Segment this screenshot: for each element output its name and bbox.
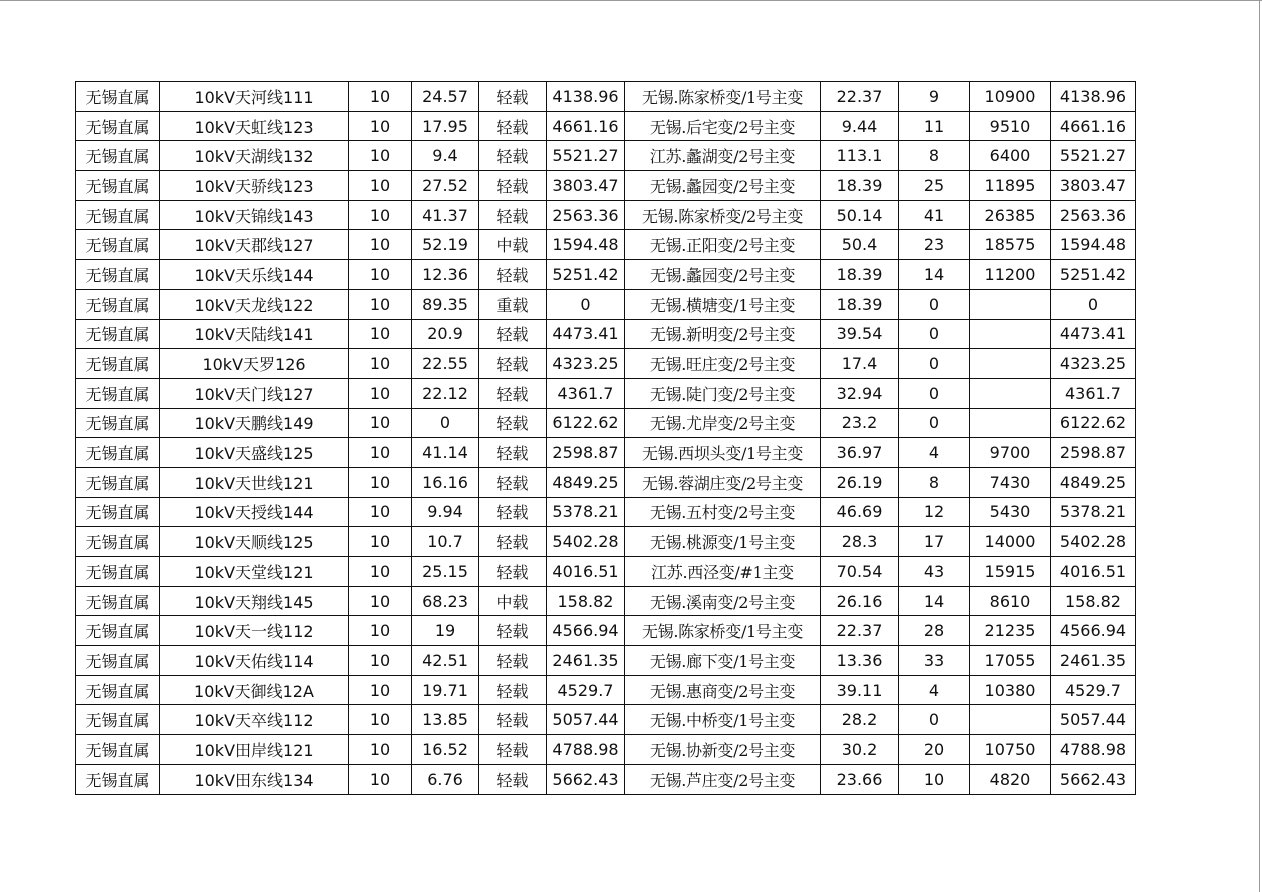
available-capacity-cell: 4566.94	[547, 616, 625, 646]
transformer-load-cell: 18.39	[821, 260, 899, 290]
user-count-cell: 0	[899, 349, 970, 379]
transformer-load-cell: 23.2	[821, 408, 899, 438]
company-cell: 无锡直属	[76, 467, 160, 497]
substation-transformer-cell: 无锡.新明变/2号主变	[625, 319, 821, 349]
available-capacity-cell: 5402.28	[547, 527, 625, 557]
voltage-cell: 10	[349, 586, 412, 616]
user-count-cell: 0	[899, 408, 970, 438]
company-cell: 无锡直属	[76, 616, 160, 646]
line-name-cell: 10kV天郡线127	[160, 230, 349, 260]
load-rate-cell: 13.85	[412, 705, 479, 735]
table-row	[76, 527, 1136, 557]
load-rate-cell: 42.51	[412, 646, 479, 676]
load-rate-cell: 68.23	[412, 586, 479, 616]
substation-transformer-cell: 无锡.旺庄变/2号主变	[625, 349, 821, 379]
substation-transformer-cell: 无锡.中桥变/1号主变	[625, 705, 821, 735]
transformer-load-cell: 26.19	[821, 467, 899, 497]
table-row	[76, 289, 1136, 319]
user-count-cell: 9	[899, 82, 970, 112]
company-cell: 无锡直属	[76, 82, 160, 112]
company-cell: 无锡直属	[76, 289, 160, 319]
load-rate-cell: 25.15	[412, 557, 479, 587]
line-name-cell: 10kV天龙线122	[160, 289, 349, 319]
voltage-cell: 10	[349, 646, 412, 676]
substation-transformer-cell: 无锡.芦庄变/2号主变	[625, 764, 821, 794]
load-rate-cell: 16.52	[412, 735, 479, 765]
transformer-load-cell: 18.39	[821, 289, 899, 319]
user-count-cell: 17	[899, 527, 970, 557]
company-cell: 无锡直属	[76, 438, 160, 468]
voltage-cell: 10	[349, 764, 412, 794]
remaining-capacity-cell: 2563.36	[1051, 200, 1136, 230]
line-name-cell: 10kV天河线111	[160, 82, 349, 112]
user-count-cell: 0	[899, 319, 970, 349]
voltage-cell: 10	[349, 260, 412, 290]
line-name-cell: 10kV天鹏线149	[160, 408, 349, 438]
load-status-cell: 轻载	[479, 497, 547, 527]
installed-capacity-cell: 6400	[970, 141, 1051, 171]
available-capacity-cell: 5662.43	[547, 764, 625, 794]
company-cell: 无锡直属	[76, 230, 160, 260]
load-rate-cell: 0	[412, 408, 479, 438]
load-rate-cell: 20.9	[412, 319, 479, 349]
voltage-cell: 10	[349, 289, 412, 319]
line-name-cell: 10kV天一线112	[160, 616, 349, 646]
table-row	[76, 735, 1136, 765]
voltage-cell: 10	[349, 408, 412, 438]
company-cell: 无锡直属	[76, 408, 160, 438]
company-cell: 无锡直属	[76, 200, 160, 230]
user-count-cell: 41	[899, 200, 970, 230]
table-row	[76, 200, 1136, 230]
remaining-capacity-cell: 1594.48	[1051, 230, 1136, 260]
table-row	[76, 675, 1136, 705]
installed-capacity-cell: 10380	[970, 675, 1051, 705]
load-rate-cell: 12.36	[412, 260, 479, 290]
voltage-cell: 10	[349, 378, 412, 408]
transformer-load-cell: 113.1	[821, 141, 899, 171]
voltage-cell: 10	[349, 616, 412, 646]
remaining-capacity-cell: 3803.47	[1051, 171, 1136, 201]
table-row	[76, 586, 1136, 616]
voltage-cell: 10	[349, 467, 412, 497]
remaining-capacity-cell: 0	[1051, 289, 1136, 319]
remaining-capacity-cell: 5521.27	[1051, 141, 1136, 171]
table-row	[76, 408, 1136, 438]
user-count-cell: 8	[899, 141, 970, 171]
load-status-cell: 轻载	[479, 735, 547, 765]
user-count-cell: 0	[899, 378, 970, 408]
load-rate-cell: 41.14	[412, 438, 479, 468]
line-name-cell: 10kV天乐线144	[160, 260, 349, 290]
table-row	[76, 141, 1136, 171]
line-name-cell: 10kV天陆线141	[160, 319, 349, 349]
feeder-load-table	[75, 81, 1136, 795]
load-status-cell: 轻载	[479, 200, 547, 230]
remaining-capacity-cell: 4361.7	[1051, 378, 1136, 408]
remaining-capacity-cell: 4016.51	[1051, 557, 1136, 587]
load-status-cell: 轻载	[479, 438, 547, 468]
remaining-capacity-cell: 5662.43	[1051, 764, 1136, 794]
voltage-cell: 10	[349, 319, 412, 349]
remaining-capacity-cell: 2461.35	[1051, 646, 1136, 676]
remaining-capacity-cell: 5402.28	[1051, 527, 1136, 557]
available-capacity-cell: 5521.27	[547, 141, 625, 171]
available-capacity-cell: 6122.62	[547, 408, 625, 438]
transformer-load-cell: 18.39	[821, 171, 899, 201]
load-status-cell: 轻载	[479, 675, 547, 705]
company-cell: 无锡直属	[76, 675, 160, 705]
available-capacity-cell: 2563.36	[547, 200, 625, 230]
load-status-cell: 轻载	[479, 378, 547, 408]
line-name-cell: 10kV天门线127	[160, 378, 349, 408]
available-capacity-cell: 5378.21	[547, 497, 625, 527]
load-status-cell: 轻载	[479, 616, 547, 646]
available-capacity-cell: 3803.47	[547, 171, 625, 201]
substation-transformer-cell: 无锡.桃源变/1号主变	[625, 527, 821, 557]
available-capacity-cell: 1594.48	[547, 230, 625, 260]
transformer-load-cell: 22.37	[821, 82, 899, 112]
company-cell: 无锡直属	[76, 260, 160, 290]
available-capacity-cell: 5251.42	[547, 260, 625, 290]
substation-transformer-cell: 无锡.陈家桥变/1号主变	[625, 82, 821, 112]
table-row	[76, 349, 1136, 379]
installed-capacity-cell	[970, 378, 1051, 408]
installed-capacity-cell: 26385	[970, 200, 1051, 230]
installed-capacity-cell: 5430	[970, 497, 1051, 527]
table-row	[76, 319, 1136, 349]
substation-transformer-cell: 无锡.廊下变/1号主变	[625, 646, 821, 676]
load-status-cell: 轻载	[479, 408, 547, 438]
remaining-capacity-cell: 4529.7	[1051, 675, 1136, 705]
line-name-cell: 10kV田东线134	[160, 764, 349, 794]
load-rate-cell: 10.7	[412, 527, 479, 557]
available-capacity-cell: 4529.7	[547, 675, 625, 705]
load-status-cell: 轻载	[479, 111, 547, 141]
voltage-cell: 10	[349, 141, 412, 171]
user-count-cell: 0	[899, 705, 970, 735]
installed-capacity-cell	[970, 289, 1051, 319]
load-rate-cell: 9.94	[412, 497, 479, 527]
transformer-load-cell: 39.54	[821, 319, 899, 349]
transformer-load-cell: 50.14	[821, 200, 899, 230]
voltage-cell: 10	[349, 527, 412, 557]
load-rate-cell: 22.55	[412, 349, 479, 379]
substation-transformer-cell: 无锡.蓉湖庄变/2号主变	[625, 467, 821, 497]
line-name-cell: 10kV天虹线123	[160, 111, 349, 141]
substation-transformer-cell: 无锡.溪南变/2号主变	[625, 586, 821, 616]
substation-transformer-cell: 无锡.惠商变/2号主变	[625, 675, 821, 705]
substation-transformer-cell: 无锡.尤岸变/2号主变	[625, 408, 821, 438]
installed-capacity-cell: 11200	[970, 260, 1051, 290]
load-status-cell: 轻载	[479, 467, 547, 497]
installed-capacity-cell: 10750	[970, 735, 1051, 765]
load-status-cell: 轻载	[479, 171, 547, 201]
installed-capacity-cell	[970, 408, 1051, 438]
table-row	[76, 616, 1136, 646]
load-rate-cell: 27.52	[412, 171, 479, 201]
load-status-cell: 轻载	[479, 705, 547, 735]
voltage-cell: 10	[349, 230, 412, 260]
available-capacity-cell: 158.82	[547, 586, 625, 616]
remaining-capacity-cell: 2598.87	[1051, 438, 1136, 468]
remaining-capacity-cell: 4473.41	[1051, 319, 1136, 349]
installed-capacity-cell: 21235	[970, 616, 1051, 646]
transformer-load-cell: 13.36	[821, 646, 899, 676]
user-count-cell: 23	[899, 230, 970, 260]
installed-capacity-cell: 15915	[970, 557, 1051, 587]
load-status-cell: 轻载	[479, 82, 547, 112]
load-status-cell: 中载	[479, 586, 547, 616]
substation-transformer-cell: 无锡.西坝头变/1号主变	[625, 438, 821, 468]
substation-transformer-cell: 无锡.协新变/2号主变	[625, 735, 821, 765]
company-cell: 无锡直属	[76, 497, 160, 527]
user-count-cell: 33	[899, 646, 970, 676]
line-name-cell: 10kV天卒线112	[160, 705, 349, 735]
remaining-capacity-cell: 6122.62	[1051, 408, 1136, 438]
page-right-border	[1259, 0, 1260, 892]
table-row	[76, 111, 1136, 141]
load-rate-cell: 19	[412, 616, 479, 646]
available-capacity-cell: 2598.87	[547, 438, 625, 468]
company-cell: 无锡直属	[76, 141, 160, 171]
table-row	[76, 764, 1136, 794]
installed-capacity-cell: 14000	[970, 527, 1051, 557]
company-cell: 无锡直属	[76, 349, 160, 379]
load-status-cell: 轻载	[479, 557, 547, 587]
line-name-cell: 10kV天御线12A	[160, 675, 349, 705]
table-row	[76, 557, 1136, 587]
transformer-load-cell: 50.4	[821, 230, 899, 260]
substation-transformer-cell: 无锡.陈家桥变/2号主变	[625, 200, 821, 230]
remaining-capacity-cell: 4138.96	[1051, 82, 1136, 112]
load-status-cell: 轻载	[479, 260, 547, 290]
installed-capacity-cell: 10900	[970, 82, 1051, 112]
transformer-load-cell: 28.3	[821, 527, 899, 557]
remaining-capacity-cell: 4788.98	[1051, 735, 1136, 765]
company-cell: 无锡直属	[76, 111, 160, 141]
installed-capacity-cell: 9700	[970, 438, 1051, 468]
installed-capacity-cell: 4820	[970, 764, 1051, 794]
table-row	[76, 438, 1136, 468]
transformer-load-cell: 46.69	[821, 497, 899, 527]
remaining-capacity-cell: 4566.94	[1051, 616, 1136, 646]
user-count-cell: 8	[899, 467, 970, 497]
load-rate-cell: 9.4	[412, 141, 479, 171]
remaining-capacity-cell: 5057.44	[1051, 705, 1136, 735]
substation-transformer-cell: 无锡.正阳变/2号主变	[625, 230, 821, 260]
company-cell: 无锡直属	[76, 171, 160, 201]
transformer-load-cell: 30.2	[821, 735, 899, 765]
substation-transformer-cell: 无锡.横塘变/1号主变	[625, 289, 821, 319]
voltage-cell: 10	[349, 735, 412, 765]
table-row	[76, 230, 1136, 260]
available-capacity-cell: 4473.41	[547, 319, 625, 349]
remaining-capacity-cell: 5378.21	[1051, 497, 1136, 527]
transformer-load-cell: 23.66	[821, 764, 899, 794]
available-capacity-cell: 4016.51	[547, 557, 625, 587]
table-row	[76, 646, 1136, 676]
transformer-load-cell: 32.94	[821, 378, 899, 408]
load-status-cell: 轻载	[479, 349, 547, 379]
transformer-load-cell: 70.54	[821, 557, 899, 587]
table-row	[76, 497, 1136, 527]
load-status-cell: 轻载	[479, 764, 547, 794]
substation-transformer-cell: 无锡.蠡园变/2号主变	[625, 260, 821, 290]
user-count-cell: 11	[899, 111, 970, 141]
substation-transformer-cell: 无锡.陡门变/2号主变	[625, 378, 821, 408]
transformer-load-cell: 9.44	[821, 111, 899, 141]
substation-transformer-cell: 无锡.蠡园变/2号主变	[625, 171, 821, 201]
line-name-cell: 10kV天骄线123	[160, 171, 349, 201]
voltage-cell: 10	[349, 171, 412, 201]
voltage-cell: 10	[349, 111, 412, 141]
voltage-cell: 10	[349, 438, 412, 468]
company-cell: 无锡直属	[76, 557, 160, 587]
load-status-cell: 轻载	[479, 527, 547, 557]
line-name-cell: 10kV天湖线132	[160, 141, 349, 171]
user-count-cell: 4	[899, 675, 970, 705]
table-row	[76, 82, 1136, 112]
load-status-cell: 轻载	[479, 646, 547, 676]
voltage-cell: 10	[349, 705, 412, 735]
transformer-load-cell: 39.11	[821, 675, 899, 705]
line-name-cell: 10kV天顺线125	[160, 527, 349, 557]
available-capacity-cell: 4323.25	[547, 349, 625, 379]
available-capacity-cell: 5057.44	[547, 705, 625, 735]
company-cell: 无锡直属	[76, 705, 160, 735]
company-cell: 无锡直属	[76, 319, 160, 349]
user-count-cell: 43	[899, 557, 970, 587]
line-name-cell: 10kV天世线121	[160, 467, 349, 497]
table-row	[76, 467, 1136, 497]
voltage-cell: 10	[349, 557, 412, 587]
load-status-cell: 重载	[479, 289, 547, 319]
available-capacity-cell: 4788.98	[547, 735, 625, 765]
line-name-cell: 10kV天锦线143	[160, 200, 349, 230]
table-row	[76, 171, 1136, 201]
available-capacity-cell: 4849.25	[547, 467, 625, 497]
available-capacity-cell: 4361.7	[547, 378, 625, 408]
remaining-capacity-cell: 4323.25	[1051, 349, 1136, 379]
available-capacity-cell: 4661.16	[547, 111, 625, 141]
load-rate-cell: 52.19	[412, 230, 479, 260]
transformer-load-cell: 36.97	[821, 438, 899, 468]
table-row	[76, 260, 1136, 290]
transformer-load-cell: 26.16	[821, 586, 899, 616]
transformer-load-cell: 17.4	[821, 349, 899, 379]
voltage-cell: 10	[349, 349, 412, 379]
voltage-cell: 10	[349, 497, 412, 527]
installed-capacity-cell: 11895	[970, 171, 1051, 201]
page-top-border	[0, 0, 1262, 1]
installed-capacity-cell: 18575	[970, 230, 1051, 260]
substation-transformer-cell: 无锡.陈家桥变/1号主变	[625, 616, 821, 646]
available-capacity-cell: 0	[547, 289, 625, 319]
transformer-load-cell: 22.37	[821, 616, 899, 646]
load-rate-cell: 17.95	[412, 111, 479, 141]
table-row	[76, 378, 1136, 408]
load-rate-cell: 16.16	[412, 467, 479, 497]
load-status-cell: 轻载	[479, 319, 547, 349]
line-name-cell: 10kV天翔线145	[160, 586, 349, 616]
load-status-cell: 中载	[479, 230, 547, 260]
substation-transformer-cell: 江苏.蠡湖变/2号主变	[625, 141, 821, 171]
installed-capacity-cell: 17055	[970, 646, 1051, 676]
voltage-cell: 10	[349, 200, 412, 230]
user-count-cell: 14	[899, 586, 970, 616]
table-body	[76, 82, 1136, 795]
remaining-capacity-cell: 4849.25	[1051, 467, 1136, 497]
load-rate-cell: 41.37	[412, 200, 479, 230]
table-row	[76, 705, 1136, 735]
load-rate-cell: 89.35	[412, 289, 479, 319]
installed-capacity-cell	[970, 319, 1051, 349]
user-count-cell: 12	[899, 497, 970, 527]
load-rate-cell: 22.12	[412, 378, 479, 408]
line-name-cell: 10kV天罗126	[160, 349, 349, 379]
remaining-capacity-cell: 158.82	[1051, 586, 1136, 616]
user-count-cell: 20	[899, 735, 970, 765]
installed-capacity-cell: 7430	[970, 467, 1051, 497]
line-name-cell: 10kV天佑线114	[160, 646, 349, 676]
load-rate-cell: 6.76	[412, 764, 479, 794]
user-count-cell: 10	[899, 764, 970, 794]
user-count-cell: 4	[899, 438, 970, 468]
available-capacity-cell: 2461.35	[547, 646, 625, 676]
voltage-cell: 10	[349, 675, 412, 705]
company-cell: 无锡直属	[76, 527, 160, 557]
remaining-capacity-cell: 5251.42	[1051, 260, 1136, 290]
installed-capacity-cell	[970, 349, 1051, 379]
line-name-cell: 10kV天授线144	[160, 497, 349, 527]
line-name-cell: 10kV天盛线125	[160, 438, 349, 468]
substation-transformer-cell: 江苏.西泾变/#1主变	[625, 557, 821, 587]
substation-transformer-cell: 无锡.五村变/2号主变	[625, 497, 821, 527]
installed-capacity-cell	[970, 705, 1051, 735]
user-count-cell: 14	[899, 260, 970, 290]
company-cell: 无锡直属	[76, 378, 160, 408]
user-count-cell: 25	[899, 171, 970, 201]
transformer-load-cell: 28.2	[821, 705, 899, 735]
load-rate-cell: 24.57	[412, 82, 479, 112]
line-name-cell: 10kV天堂线121	[160, 557, 349, 587]
remaining-capacity-cell: 4661.16	[1051, 111, 1136, 141]
substation-transformer-cell: 无锡.后宅变/2号主变	[625, 111, 821, 141]
installed-capacity-cell: 9510	[970, 111, 1051, 141]
company-cell: 无锡直属	[76, 646, 160, 676]
voltage-cell: 10	[349, 82, 412, 112]
available-capacity-cell: 4138.96	[547, 82, 625, 112]
company-cell: 无锡直属	[76, 735, 160, 765]
company-cell: 无锡直属	[76, 764, 160, 794]
load-status-cell: 轻载	[479, 141, 547, 171]
user-count-cell: 28	[899, 616, 970, 646]
installed-capacity-cell: 8610	[970, 586, 1051, 616]
user-count-cell: 0	[899, 289, 970, 319]
company-cell: 无锡直属	[76, 586, 160, 616]
line-name-cell: 10kV田岸线121	[160, 735, 349, 765]
load-rate-cell: 19.71	[412, 675, 479, 705]
